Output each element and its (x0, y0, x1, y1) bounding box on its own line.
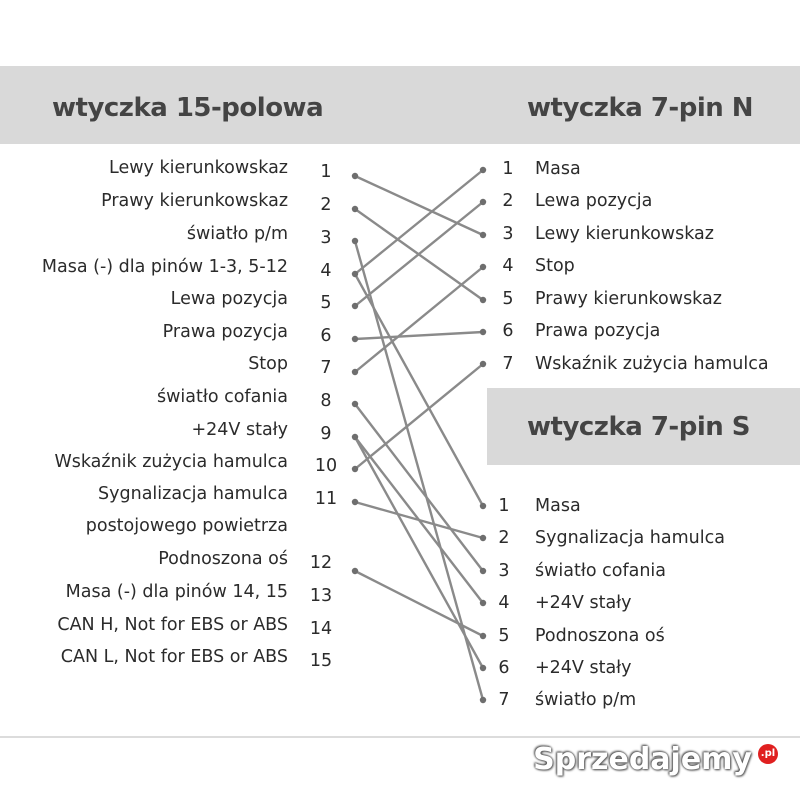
left-pin-number: 8 (320, 391, 332, 411)
s-pin-number: 5 (498, 626, 510, 646)
wire-12-S5 (355, 571, 483, 636)
bottom-divider (0, 736, 800, 738)
left-pin-number: 15 (309, 651, 333, 671)
left-pin-label: światło cofania (156, 387, 288, 407)
n-terminal-dot (480, 232, 486, 238)
n-pin-label: Lewa pozycja (535, 191, 653, 211)
n-pin-label: Lewy kierunkowskaz (535, 224, 714, 244)
n-pin-number: 1 (502, 159, 514, 179)
s-terminal-dot (480, 503, 486, 509)
left-pin-label: Podnoszona oś (158, 549, 288, 569)
n-terminal-dot (480, 264, 486, 270)
wire-7-N4 (355, 267, 483, 372)
n-pin-label: Stop (535, 256, 575, 276)
s-pin-number: 1 (498, 496, 510, 516)
left-pin-label: Sygnalizacja hamulca (98, 484, 288, 504)
s-pin-label: Masa (535, 496, 581, 516)
left-pin-label: światło p/m (186, 224, 288, 244)
n-pin-number: 5 (502, 289, 514, 309)
n-pin-number: 6 (502, 321, 514, 341)
left-pin-label: Masa (-) dla pinów 1-3, 5-12 (41, 257, 288, 277)
s-terminal-dot (480, 697, 486, 703)
s-pin-number: 4 (498, 593, 510, 613)
s-terminal-dot (480, 568, 486, 574)
left-terminal-dot (352, 369, 358, 375)
left-terminal-dot (352, 434, 358, 440)
n-pin-number: 4 (502, 256, 514, 276)
left-pin-number: 12 (309, 553, 333, 573)
left-pin-number: 4 (320, 261, 332, 281)
s-terminal-dot (480, 633, 486, 639)
n-pin-label: Prawa pozycja (535, 321, 661, 341)
left-pin-label: Stop (248, 354, 288, 374)
s-pin-label: Podnoszona oś (535, 626, 665, 646)
left-pin-number: 9 (320, 424, 332, 444)
n-pin-label: Prawy kierunkowskaz (535, 289, 722, 309)
wire-11-S2 (355, 502, 483, 538)
left-terminal-dot (352, 206, 358, 212)
wire-8-S3 (355, 404, 483, 571)
left-pin-number: 13 (309, 586, 333, 606)
left-pin-label: Lewy kierunkowskaz (109, 158, 288, 178)
s-pin-label: Sygnalizacja hamulca (535, 528, 725, 548)
s-pin-label: +24V stały (535, 593, 632, 613)
n-pin-label: Masa (535, 159, 581, 179)
wire-5-N2 (355, 202, 483, 306)
left-pin-number: 5 (320, 293, 332, 313)
s-pin-label: światło p/m (535, 690, 637, 710)
left-terminal-dot (352, 336, 358, 342)
s-pin-label: +24V stały (535, 658, 632, 678)
left-terminal-dot (352, 238, 358, 244)
s-terminal-dot (480, 600, 486, 606)
left-pin-number: 3 (320, 228, 332, 248)
left-terminal-dot (352, 173, 358, 179)
left-pin-label: Masa (-) dla pinów 14, 15 (65, 582, 288, 602)
left-pin-number: 1 (320, 162, 332, 182)
s-pin-label: światło cofania (535, 561, 667, 581)
left-pin-label: Lewa pozycja (170, 289, 288, 309)
s-pin-number: 7 (498, 690, 510, 710)
left-pin-label-continuation: postojowego powietrza (85, 516, 288, 536)
wire-10-N7 (355, 364, 483, 469)
n-pin-number: 2 (502, 191, 514, 211)
n-terminal-dot (480, 167, 486, 173)
left-header-title: wtyczka 15-polowa (52, 93, 324, 123)
s-pin-number: 3 (498, 561, 510, 581)
left-pin-label: +24V stały (191, 420, 288, 440)
left-terminal-dot (352, 271, 358, 277)
left-terminal-dot (352, 466, 358, 472)
watermark-logo: Sprzedajemy (533, 742, 752, 777)
right-header-s-title: wtyczka 7-pin S (527, 412, 751, 442)
right-header-n-title: wtyczka 7-pin N (527, 93, 754, 123)
left-pin-number: 10 (314, 456, 338, 476)
left-pin-number: 6 (320, 326, 332, 346)
left-pin-number: 11 (314, 489, 338, 509)
n-terminal-dot (480, 297, 486, 303)
n-terminal-dot (480, 329, 486, 335)
n-terminal-dot (480, 199, 486, 205)
n-terminal-dot (480, 361, 486, 367)
left-pin-number: 14 (309, 619, 333, 639)
left-terminal-dot (352, 499, 358, 505)
s-pin-number: 6 (498, 658, 510, 678)
left-terminal-dot (352, 401, 358, 407)
left-pin-label: Wskaźnik zużycia hamulca (54, 452, 288, 472)
n-pin-number: 7 (502, 354, 514, 374)
left-pin-label: CAN L, Not for EBS or ABS (60, 647, 288, 667)
s-pin-number: 2 (498, 528, 510, 548)
left-pin-label: Prawy kierunkowskaz (101, 191, 288, 211)
left-terminal-dot (352, 303, 358, 309)
n-pin-number: 3 (502, 224, 514, 244)
s-terminal-dot (480, 665, 486, 671)
left-terminal-dot (352, 568, 358, 574)
left-pin-label: Prawa pozycja (162, 322, 288, 342)
left-pin-number: 7 (320, 358, 332, 378)
left-pin-number: 2 (320, 195, 332, 215)
watermark-badge: .pl (758, 744, 778, 764)
n-pin-label: Wskaźnik zużycia hamulca (535, 354, 769, 374)
s-terminal-dot (480, 535, 486, 541)
wire-6-N6 (355, 332, 483, 339)
left-pin-label: CAN H, Not for EBS or ABS (57, 615, 288, 635)
